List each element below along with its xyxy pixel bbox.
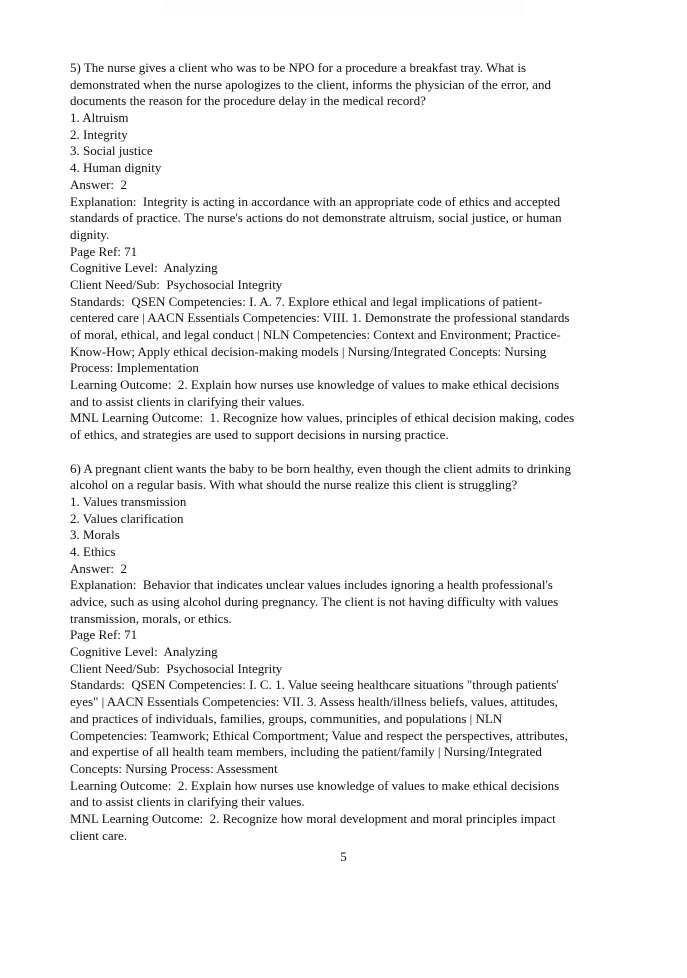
- text-line: MNL Learning Outcome: 2. Recognize how moral development and moral principles impact: [70, 810, 556, 826]
- text-line: Client Need/Sub: Psychosocial Integrity: [70, 660, 283, 676]
- text-line: alcohol on a regular basis. With what should the nurse realize this client is struggling?: [70, 477, 518, 493]
- text-line: Know-How; Apply ethical decision-making models | Nursing/Integrated Concepts: Nursing: [70, 343, 547, 359]
- text-line: Standards: QSEN Competencies: I. C. 1. Value seeing healthcare situations "through patients': [70, 677, 559, 693]
- text-line: and expertise of all health team members, including the patient/family | Nursing/Integrated: [70, 744, 542, 760]
- text-line: advice, such as using alcohol during pregnancy. The client is not having difficulty with values: [70, 594, 559, 609]
- text-line: 3. Social justice: [70, 143, 153, 159]
- text-line: Answer: 2: [70, 560, 128, 576]
- text-line: demonstrated when the nurse apologizes to the client, informs the physician of the error, and: [70, 76, 552, 92]
- text-line: documents the reason for the procedure delay in the medical record?: [70, 93, 426, 109]
- text-line: 1. Altruism: [70, 110, 129, 126]
- text-line: 3. Morals: [70, 527, 120, 543]
- text-line: and practices of individuals, families, groups, communities, and populations | NLN: [70, 710, 503, 726]
- text-line: 2. Integrity: [70, 126, 128, 142]
- text-line: Concepts: Nursing Process: Assessment: [70, 760, 278, 776]
- document-body: [70, 60, 630, 844]
- text-line: MNL Learning Outcome: 1. Recognize how values, principles of ethical decision making, codes: [70, 410, 575, 426]
- question-block-6: [70, 461, 630, 845]
- text-line: centered care | AACN Essentials Competencies: VIII. 1. Demonstrate the professional standards: [70, 310, 570, 326]
- text-line: Learning Outcome: 2. Explain how nurses use knowledge of values to make ethical decisions: [70, 377, 560, 393]
- text-line: standards of practice. The nurse's actions do not demonstrate altruism, social justice, or human: [70, 210, 562, 226]
- text-line: of ethics, and strategies are used to support decisions in nursing practice.: [70, 427, 449, 443]
- page-number: 5: [340, 849, 347, 864]
- text-line: Learning Outcome: 2. Explain how nurses use knowledge of values to make ethical decisions: [70, 777, 560, 793]
- text-line: and to assist clients in clarifying their values.: [70, 393, 305, 409]
- text-line: Page Ref: 71: [70, 243, 138, 259]
- text-line: 5) The nurse gives a client who was to be NPO for a procedure a breakfast tray. What is: [70, 60, 527, 75]
- text-line: of moral, ethical, and legal conduct | NLN Competencies: Context and Environment; Practice-: [70, 327, 561, 342]
- text-line: Client Need/Sub: Psychosocial Integrity: [70, 276, 283, 292]
- text-line: Page Ref: 71: [70, 627, 138, 643]
- text-line: eyes" | AACN Essentials Competencies: VII. 3. Assess health/illness beliefs, values, attitudes,: [70, 694, 558, 710]
- text-line: Standards: QSEN Competencies: I. A. 7. Explore ethical and legal implications of patient-: [70, 293, 543, 309]
- text-line: Competencies: Teamwork; Ethical Comportment; Value and respect the perspectives, attributes,: [70, 727, 568, 743]
- text-line: client care.: [70, 827, 128, 843]
- text-line: Explanation: Integrity is acting in accordance with an appropriate code of ethics and accepted: [70, 193, 561, 209]
- text-line: 1. Values transmission: [70, 493, 187, 509]
- text-line: and to assist clients in clarifying their values.: [70, 794, 305, 810]
- text-line: Explanation: Behavior that indicates unclear values includes ignoring a health professional's: [70, 577, 553, 593]
- text-line: Cognitive Level: Analyzing: [70, 260, 218, 276]
- text-line: dignity.: [70, 226, 110, 242]
- text-line: Process: Implementation: [70, 360, 199, 376]
- question-block-5: [70, 60, 630, 444]
- text-line: 2. Values clarification: [70, 510, 184, 526]
- text-line: 4. Human dignity: [70, 160, 162, 176]
- text-line: 6) A pregnant client wants the baby to be born healthy, even though the client admits to drinking: [70, 460, 571, 476]
- text-line: transmission, morals, or ethics.: [70, 610, 232, 626]
- text-line: Answer: 2: [70, 176, 128, 192]
- faint-header-strip: [166, 0, 523, 15]
- text-line: 4. Ethics: [70, 543, 116, 559]
- paragraph-gap: [70, 444, 630, 461]
- text-line: Cognitive Level: Analyzing: [70, 644, 218, 660]
